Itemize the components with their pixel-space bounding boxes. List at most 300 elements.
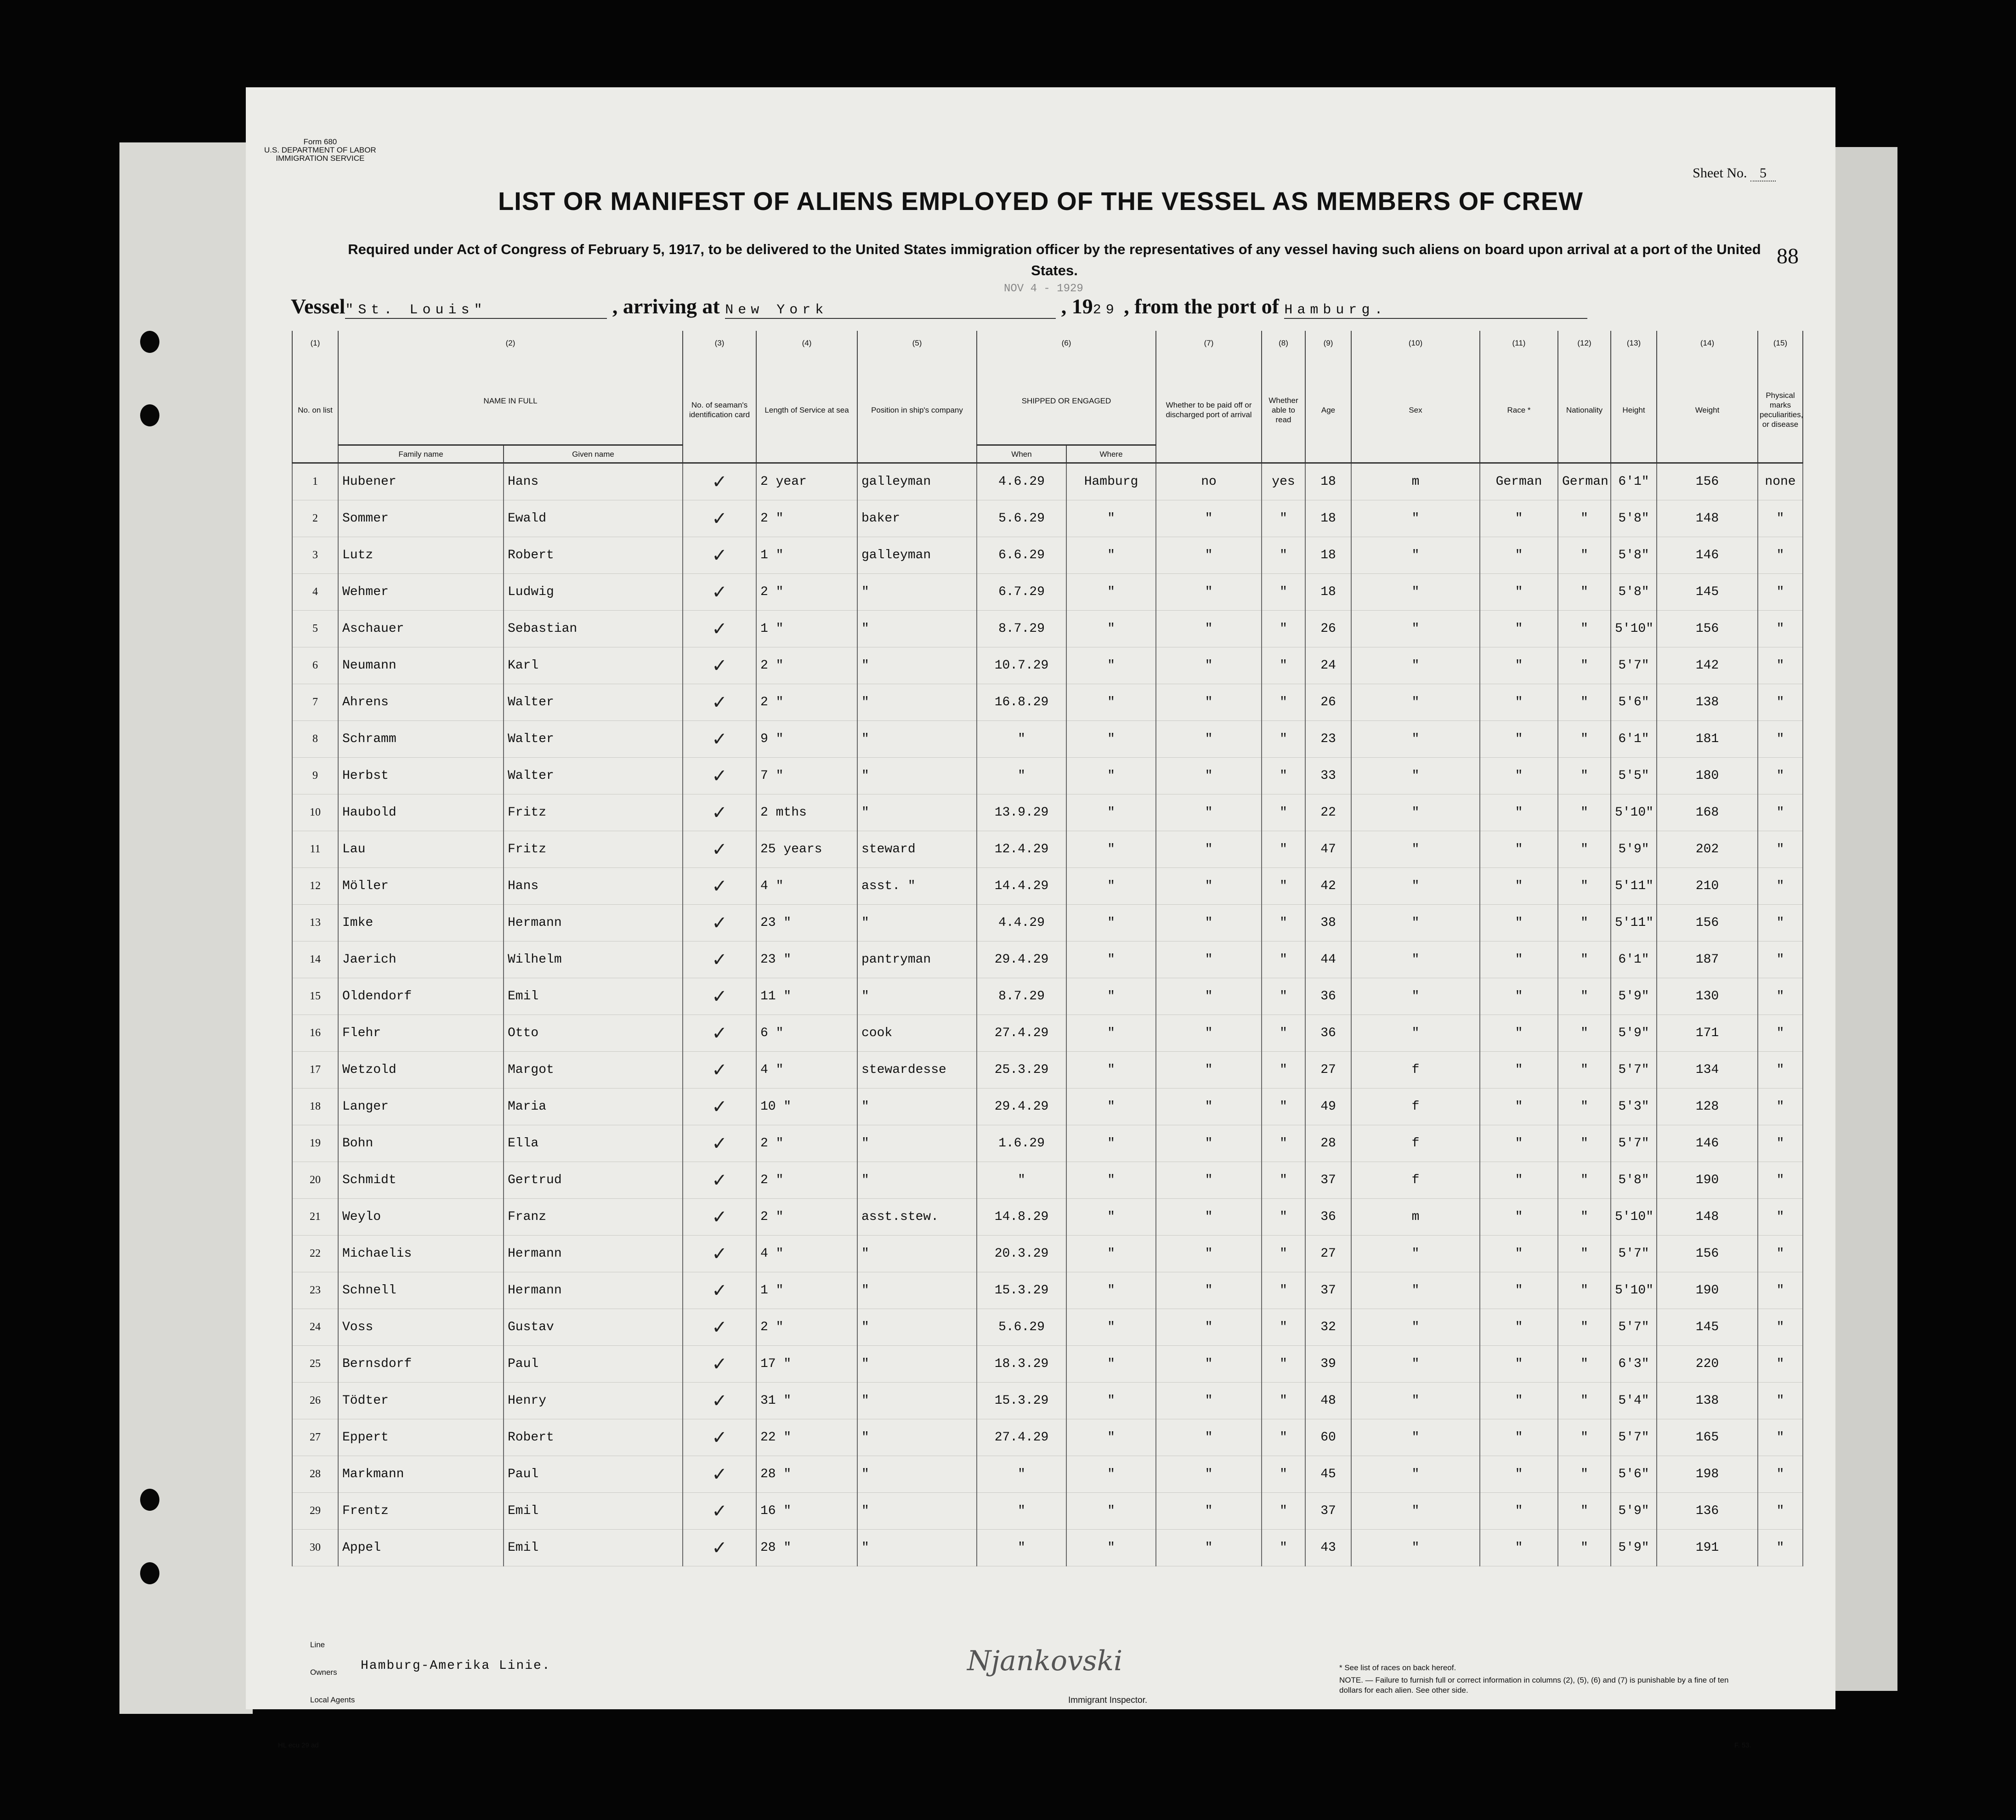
table-row [292, 1456, 1803, 1493]
cell-position: " [857, 1309, 977, 1346]
cell-shipped-where: " [1066, 1456, 1156, 1493]
cell-position: " [857, 1162, 977, 1199]
cell-length-of-service: 2 " [756, 647, 857, 684]
cell-able-to-read: " [1262, 758, 1305, 794]
cell-weight: 190 [1657, 1162, 1758, 1199]
cell-given-name: Ella [504, 1125, 683, 1162]
cell-height: 5'6" [1611, 1456, 1657, 1493]
cell-weight: 171 [1657, 1015, 1758, 1052]
cell-age: 48 [1305, 1383, 1351, 1419]
cell-given-name: Emil [504, 978, 683, 1015]
cell-row-number: 22 [292, 1236, 338, 1272]
cell-identification-card-mark: ✓ [683, 978, 756, 1015]
cell-given-name: Robert [504, 537, 683, 574]
cell-family-name: Frentz [338, 1493, 504, 1530]
cell-physical-marks: " [1758, 1383, 1803, 1419]
cell-family-name: Schnell [338, 1272, 504, 1309]
cell-identification-card-mark: ✓ [683, 500, 756, 537]
cell-physical-marks: none [1758, 463, 1803, 500]
cell-shipped-when: 15.3.29 [977, 1272, 1066, 1309]
cell-nationality: " [1558, 1383, 1611, 1419]
cell-physical-marks: " [1758, 1089, 1803, 1125]
cell-position: " [857, 721, 977, 758]
crew-table [292, 331, 1803, 1566]
cell-age: 60 [1305, 1419, 1351, 1456]
cell-row-number: 1 [292, 463, 338, 500]
cell-row-number: 3 [292, 537, 338, 574]
col-header-weight: Weight [1657, 357, 1758, 463]
cell-given-name: Fritz [504, 794, 683, 831]
cell-able-to-read: " [1262, 684, 1305, 721]
cell-shipped-where: " [1066, 1125, 1156, 1162]
cell-nationality: " [1558, 1272, 1611, 1309]
col-num-10: (10) [1351, 331, 1480, 357]
cell-nationality: " [1558, 758, 1611, 794]
cell-row-number: 2 [292, 500, 338, 537]
cell-race: " [1480, 537, 1558, 574]
cell-length-of-service: 28 " [756, 1530, 857, 1566]
cell-length-of-service: 31 " [756, 1383, 857, 1419]
cell-height: 5'9" [1611, 831, 1657, 868]
cell-position: galleyman [857, 463, 977, 500]
col-header-marks: Physical marks peculiarities, or disease [1758, 357, 1803, 463]
cell-nationality: " [1558, 1309, 1611, 1346]
cell-given-name: Henry [504, 1383, 683, 1419]
cell-identification-card-mark: ✓ [683, 831, 756, 868]
cell-identification-card-mark: ✓ [683, 1052, 756, 1089]
inspector-signature: Njankovski [967, 1645, 1123, 1677]
cell-row-number: 24 [292, 1309, 338, 1346]
cell-paid-off: " [1156, 574, 1262, 611]
table-header [292, 331, 1803, 463]
cell-family-name: Herbst [338, 758, 504, 794]
cell-identification-card-mark: ✓ [683, 1089, 756, 1125]
cell-able-to-read: yes [1262, 463, 1305, 500]
cell-sex: " [1351, 647, 1480, 684]
cell-sex: " [1351, 611, 1480, 647]
cell-given-name: Hans [504, 868, 683, 905]
cell-position: " [857, 794, 977, 831]
cell-row-number: 18 [292, 1089, 338, 1125]
cell-row-number: 8 [292, 721, 338, 758]
cell-race: " [1480, 978, 1558, 1015]
cell-able-to-read: " [1262, 794, 1305, 831]
cell-length-of-service: 2 " [756, 1162, 857, 1199]
cell-length-of-service: 1 " [756, 537, 857, 574]
cell-paid-off: " [1156, 1493, 1262, 1530]
table-row [292, 611, 1803, 647]
col-header-name: NAME IN FULL [338, 357, 683, 445]
cell-weight: 130 [1657, 978, 1758, 1015]
cell-shipped-when: 12.4.29 [977, 831, 1066, 868]
cell-physical-marks: " [1758, 1125, 1803, 1162]
col-header-no: No. on list [292, 357, 338, 463]
cell-race: " [1480, 684, 1558, 721]
vessel-name: "St. Louis" [345, 302, 607, 319]
cell-shipped-when: " [977, 1493, 1066, 1530]
cell-race: " [1480, 1015, 1558, 1052]
sheet-code: 88 [1777, 244, 1799, 268]
cell-paid-off: " [1156, 721, 1262, 758]
cell-shipped-when: 10.7.29 [977, 647, 1066, 684]
cell-race: " [1480, 1236, 1558, 1272]
table-row [292, 537, 1803, 574]
cell-sex: " [1351, 500, 1480, 537]
cell-age: 36 [1305, 1015, 1351, 1052]
cell-paid-off: " [1156, 1162, 1262, 1199]
col-num-11: (11) [1480, 331, 1558, 357]
cell-family-name: Tödter [338, 1383, 504, 1419]
cell-position: " [857, 1236, 977, 1272]
cell-age: 24 [1305, 647, 1351, 684]
cell-identification-card-mark: ✓ [683, 758, 756, 794]
cell-sex: " [1351, 1456, 1480, 1493]
cell-given-name: Fritz [504, 831, 683, 868]
cell-nationality: " [1558, 1530, 1611, 1566]
cell-sex: " [1351, 978, 1480, 1015]
cell-paid-off: " [1156, 1015, 1262, 1052]
cell-row-number: 21 [292, 1199, 338, 1236]
col-header-race: Race * [1480, 357, 1558, 463]
cell-physical-marks: " [1758, 1052, 1803, 1089]
cell-position: " [857, 1493, 977, 1530]
cell-length-of-service: 2 year [756, 463, 857, 500]
cell-shipped-when: 15.3.29 [977, 1383, 1066, 1419]
cell-length-of-service: 4 " [756, 1052, 857, 1089]
cell-position: " [857, 978, 977, 1015]
cell-identification-card-mark: ✓ [683, 1419, 756, 1456]
cell-sex: " [1351, 574, 1480, 611]
cell-race: " [1480, 1419, 1558, 1456]
cell-given-name: Gertrud [504, 1162, 683, 1199]
cell-length-of-service: 1 " [756, 611, 857, 647]
cell-able-to-read: " [1262, 905, 1305, 941]
cell-shipped-when: 14.8.29 [977, 1199, 1066, 1236]
cell-position: " [857, 758, 977, 794]
cell-given-name: Paul [504, 1456, 683, 1493]
cell-height: 5'3" [1611, 1089, 1657, 1125]
cell-age: 22 [1305, 794, 1351, 831]
cell-nationality: " [1558, 537, 1611, 574]
cell-nationality: " [1558, 1346, 1611, 1383]
cell-physical-marks: " [1758, 537, 1803, 574]
table-row [292, 1162, 1803, 1199]
cell-sex: " [1351, 1015, 1480, 1052]
col-num-8: (8) [1262, 331, 1305, 357]
department-name: U.S. DEPARTMENT OF LABOR [264, 146, 376, 154]
cell-family-name: Schramm [338, 721, 504, 758]
cell-nationality: " [1558, 574, 1611, 611]
cell-length-of-service: 2 " [756, 684, 857, 721]
cell-given-name: Ludwig [504, 574, 683, 611]
cell-identification-card-mark: ✓ [683, 574, 756, 611]
cell-race: German [1480, 463, 1558, 500]
cell-length-of-service: 28 " [756, 1456, 857, 1493]
col-header-height: Height [1611, 357, 1657, 463]
col-num-4: (4) [756, 331, 857, 357]
cell-able-to-read: " [1262, 1015, 1305, 1052]
cell-height: 5'10" [1611, 794, 1657, 831]
binder-hole [140, 1562, 159, 1584]
cell-shipped-when: 18.3.29 [977, 1346, 1066, 1383]
cell-paid-off: " [1156, 868, 1262, 905]
cell-sex: m [1351, 463, 1480, 500]
cell-row-number: 19 [292, 1125, 338, 1162]
cell-family-name: Eppert [338, 1419, 504, 1456]
cell-physical-marks: " [1758, 831, 1803, 868]
cell-age: 39 [1305, 1346, 1351, 1383]
cell-able-to-read: " [1262, 1456, 1305, 1493]
cell-shipped-where: " [1066, 1309, 1156, 1346]
cell-nationality: " [1558, 500, 1611, 537]
cell-height: 5'4" [1611, 1383, 1657, 1419]
cell-given-name: Wilhelm [504, 941, 683, 978]
cell-shipped-where: " [1066, 1162, 1156, 1199]
table-row [292, 941, 1803, 978]
cell-row-number: 28 [292, 1456, 338, 1493]
cell-age: 36 [1305, 1199, 1351, 1236]
cell-race: " [1480, 758, 1558, 794]
table-row [292, 1383, 1803, 1419]
cell-length-of-service: 2 " [756, 500, 857, 537]
cell-paid-off: " [1156, 500, 1262, 537]
cell-shipped-when: 5.6.29 [977, 1309, 1066, 1346]
page-code: F. 53. [1734, 1741, 1751, 1749]
cell-given-name: Emil [504, 1493, 683, 1530]
cell-shipped-when: 6.7.29 [977, 574, 1066, 611]
cell-race: " [1480, 647, 1558, 684]
cell-shipped-when: " [977, 1456, 1066, 1493]
cell-identification-card-mark: ✓ [683, 1125, 756, 1162]
cell-position: " [857, 684, 977, 721]
table-body [292, 463, 1803, 1566]
cell-shipped-where: " [1066, 537, 1156, 574]
cell-length-of-service: 11 " [756, 978, 857, 1015]
footer-agents-label: Local Agents [310, 1695, 355, 1704]
year-value: 29 [1093, 302, 1119, 318]
cell-able-to-read: " [1262, 721, 1305, 758]
cell-position: " [857, 1419, 977, 1456]
cell-position: " [857, 574, 977, 611]
cell-age: 26 [1305, 684, 1351, 721]
cell-shipped-where: " [1066, 1199, 1156, 1236]
manifest-page [246, 87, 1835, 1749]
cell-paid-off: " [1156, 1419, 1262, 1456]
cell-nationality: " [1558, 868, 1611, 905]
cell-position: baker [857, 500, 977, 537]
cell-height: 6'3" [1611, 1346, 1657, 1383]
table-row [292, 1125, 1803, 1162]
cell-weight: 134 [1657, 1052, 1758, 1089]
cell-given-name: Robert [504, 1419, 683, 1456]
cell-sex: " [1351, 1419, 1480, 1456]
table-row [292, 1052, 1803, 1089]
cell-given-name: Walter [504, 758, 683, 794]
cell-shipped-where: " [1066, 905, 1156, 941]
cell-age: 18 [1305, 500, 1351, 537]
cell-row-number: 29 [292, 1493, 338, 1530]
cell-able-to-read: " [1262, 574, 1305, 611]
cell-shipped-where: " [1066, 611, 1156, 647]
cell-paid-off: " [1156, 1199, 1262, 1236]
cell-position: " [857, 1125, 977, 1162]
cell-height: 5'5" [1611, 758, 1657, 794]
cell-family-name: Lau [338, 831, 504, 868]
cell-sex: " [1351, 1272, 1480, 1309]
cell-position: asst. " [857, 868, 977, 905]
cell-age: 33 [1305, 758, 1351, 794]
cell-length-of-service: 16 " [756, 1493, 857, 1530]
cell-physical-marks: " [1758, 1346, 1803, 1383]
cell-weight: 156 [1657, 1236, 1758, 1272]
table-row [292, 1199, 1803, 1236]
cell-sex: " [1351, 1530, 1480, 1566]
cell-height: 5'11" [1611, 905, 1657, 941]
cell-age: 45 [1305, 1456, 1351, 1493]
cell-family-name: Neumann [338, 647, 504, 684]
cell-shipped-when: 25.3.29 [977, 1052, 1066, 1089]
cell-height: 5'7" [1611, 1309, 1657, 1346]
cell-family-name: Schmidt [338, 1162, 504, 1199]
sheet-number [1693, 165, 1776, 181]
cell-age: 18 [1305, 537, 1351, 574]
cell-weight: 148 [1657, 1199, 1758, 1236]
cell-shipped-where: " [1066, 1236, 1156, 1272]
footer-owners-label: Owners [310, 1668, 337, 1677]
cell-identification-card-mark: ✓ [683, 647, 756, 684]
cell-row-number: 14 [292, 941, 338, 978]
cell-height: 5'8" [1611, 574, 1657, 611]
cell-weight: 156 [1657, 463, 1758, 500]
cell-length-of-service: 2 " [756, 1199, 857, 1236]
table-row [292, 1419, 1803, 1456]
cell-given-name: Otto [504, 1015, 683, 1052]
cell-physical-marks: " [1758, 721, 1803, 758]
table-row [292, 1272, 1803, 1309]
cell-physical-marks: " [1758, 1015, 1803, 1052]
cell-row-number: 15 [292, 978, 338, 1015]
cell-identification-card-mark: ✓ [683, 1493, 756, 1530]
cell-family-name: Aschauer [338, 611, 504, 647]
cell-given-name: Emil [504, 1530, 683, 1566]
col-num-6: (6) [977, 331, 1156, 357]
cell-family-name: Ahrens [338, 684, 504, 721]
cell-identification-card-mark: ✓ [683, 611, 756, 647]
cell-shipped-where: " [1066, 831, 1156, 868]
cell-physical-marks: " [1758, 1419, 1803, 1456]
col-num-2: (2) [338, 331, 683, 357]
cell-race: " [1480, 905, 1558, 941]
cell-height: 5'9" [1611, 1530, 1657, 1566]
cell-weight: 146 [1657, 1125, 1758, 1162]
cell-height: 5'9" [1611, 1015, 1657, 1052]
cell-weight: 210 [1657, 868, 1758, 905]
col-num-13: (13) [1611, 331, 1657, 357]
cell-shipped-when: 8.7.29 [977, 978, 1066, 1015]
cell-age: 26 [1305, 611, 1351, 647]
cell-race: " [1480, 1272, 1558, 1309]
page-subtitle: Required under Act of Congress of February 5, 1917, to be delivered to the United States immigration officer by the representatives of any vessel having such aliens on board upon arrival at a port of the United States. [348, 241, 1761, 278]
cell-nationality: " [1558, 721, 1611, 758]
cell-family-name: Bernsdorf [338, 1346, 504, 1383]
cell-sex: m [1351, 1199, 1480, 1236]
cell-physical-marks: " [1758, 794, 1803, 831]
cell-length-of-service: 2 " [756, 1125, 857, 1162]
cell-able-to-read: " [1262, 537, 1305, 574]
cell-race: " [1480, 1346, 1558, 1383]
cell-physical-marks: " [1758, 941, 1803, 978]
cell-sex: " [1351, 1346, 1480, 1383]
cell-height: 5'8" [1611, 1162, 1657, 1199]
cell-row-number: 9 [292, 758, 338, 794]
cell-nationality: " [1558, 1199, 1611, 1236]
table-row [292, 794, 1803, 831]
cell-age: 28 [1305, 1125, 1351, 1162]
cell-position: " [857, 1383, 977, 1419]
cell-row-number: 12 [292, 868, 338, 905]
cell-row-number: 6 [292, 647, 338, 684]
cell-paid-off: " [1156, 537, 1262, 574]
cell-family-name: Sommer [338, 500, 504, 537]
cell-shipped-when: 13.9.29 [977, 794, 1066, 831]
table-row [292, 574, 1803, 611]
cell-physical-marks: " [1758, 611, 1803, 647]
cell-family-name: Hubener [338, 463, 504, 500]
cell-paid-off: " [1156, 1052, 1262, 1089]
cell-shipped-when: 20.3.29 [977, 1236, 1066, 1272]
cell-row-number: 25 [292, 1346, 338, 1383]
arriving-label: , arriving at [612, 295, 720, 318]
cell-nationality: " [1558, 905, 1611, 941]
cell-position: " [857, 1346, 977, 1383]
cell-sex: " [1351, 1236, 1480, 1272]
cell-family-name: Oldendorf [338, 978, 504, 1015]
cell-age: 32 [1305, 1309, 1351, 1346]
cell-row-number: 11 [292, 831, 338, 868]
cell-age: 18 [1305, 463, 1351, 500]
cell-identification-card-mark: ✓ [683, 1456, 756, 1493]
cell-identification-card-mark: ✓ [683, 684, 756, 721]
col-num-5: (5) [857, 331, 977, 357]
cell-row-number: 13 [292, 905, 338, 941]
cell-row-number: 27 [292, 1419, 338, 1456]
cell-position: " [857, 905, 977, 941]
cell-length-of-service: 4 " [756, 1236, 857, 1272]
cell-weight: 191 [1657, 1530, 1758, 1566]
cell-weight: 168 [1657, 794, 1758, 831]
cell-shipped-when: 4.4.29 [977, 905, 1066, 941]
cell-age: 37 [1305, 1272, 1351, 1309]
cell-position: pantryman [857, 941, 977, 978]
cell-identification-card-mark: ✓ [683, 1162, 756, 1199]
cell-shipped-when: 5.6.29 [977, 500, 1066, 537]
cell-row-number: 16 [292, 1015, 338, 1052]
cell-row-number: 7 [292, 684, 338, 721]
cell-height: 5'10" [1611, 1199, 1657, 1236]
cell-length-of-service: 10 " [756, 1089, 857, 1125]
cell-shipped-where: " [1066, 758, 1156, 794]
cell-weight: 146 [1657, 537, 1758, 574]
col-num-1: (1) [292, 331, 338, 357]
year-label: , 19 [1061, 295, 1093, 318]
cell-position: " [857, 647, 977, 684]
cell-nationality: " [1558, 1493, 1611, 1530]
cell-paid-off: " [1156, 1125, 1262, 1162]
vessel-label: Vessel [291, 295, 345, 318]
cell-family-name: Langer [338, 1089, 504, 1125]
cell-physical-marks: " [1758, 1199, 1803, 1236]
table-row [292, 684, 1803, 721]
